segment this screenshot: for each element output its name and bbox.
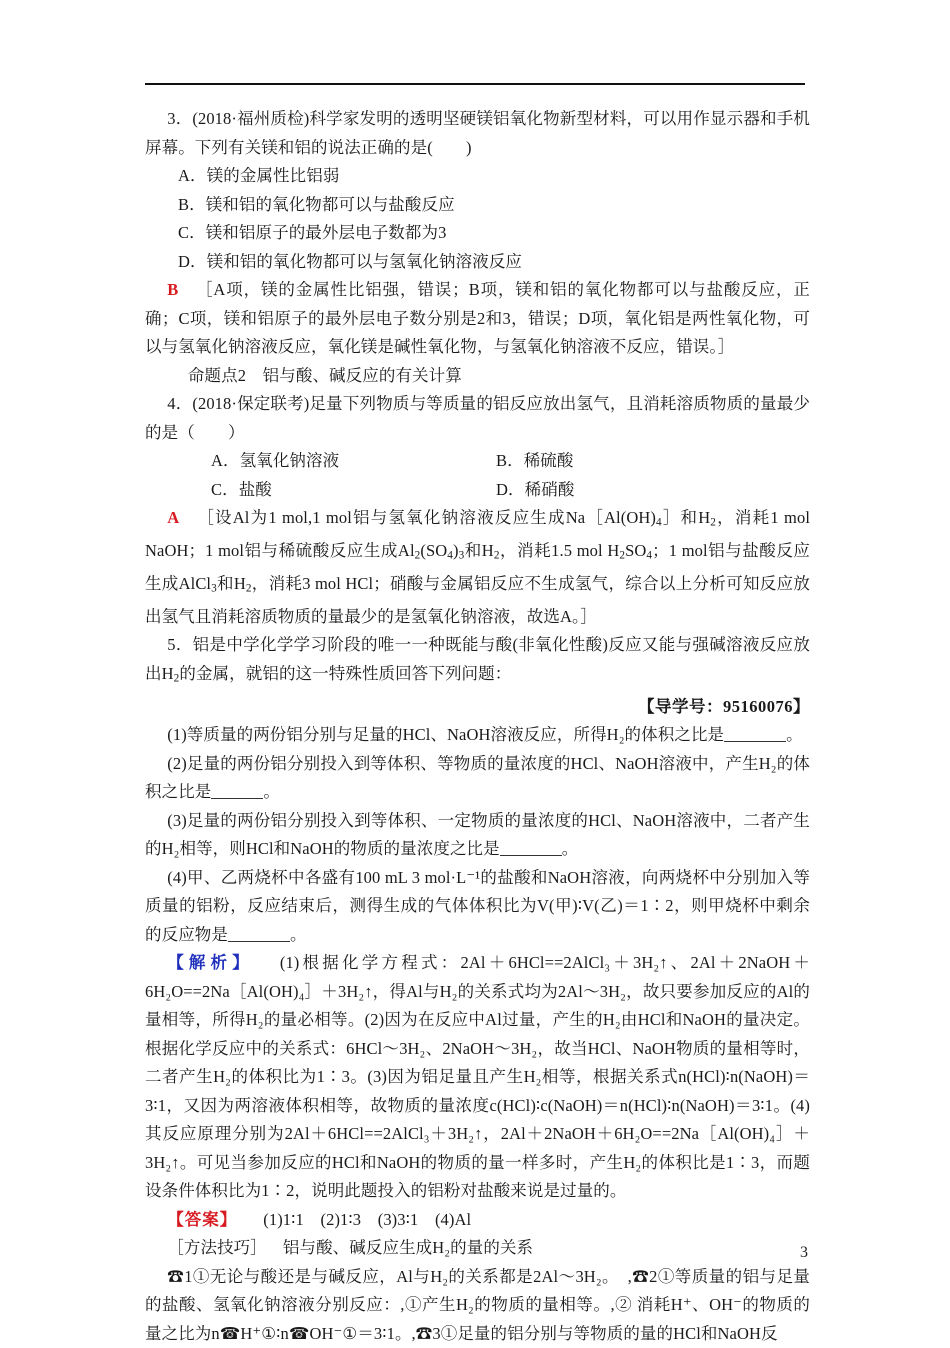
method-tip-body: ☎1①无论与酸还是与碱反应，Al与H₂的关系都是2Al～3H₂。 ,☎2①等质量的铝与足量的盐酸、氢氧化钠溶液分别反应：,①产生H₂的物质的量相等。,② 消耗H⁺、OH⁻的物质的量之比为n☎H⁺①∶n☎OH⁻①＝3∶1。,☎3①足量的铝分别与等物质的量的HCl和NaOH反 (145, 1266, 810, 1343)
question-4-explanation-p1b: ］和H (661, 508, 711, 527)
question-3-answer-letter: B (167, 280, 180, 299)
answer-blank-1[interactable] (724, 741, 786, 742)
question-5-sub-1-text: (1)等质量的两份铝分别与足量的HCl、NaOH溶液反应，所得H₂的体积之比是 (167, 725, 725, 745)
formula-sub-h2so4: 2 (619, 549, 626, 562)
question-4-option-row-1 (145, 447, 810, 476)
question-4-option-b: B．稀硫酸 (496, 451, 574, 470)
answer-blank-4[interactable] (228, 941, 290, 942)
answer-label: 【答案】 (167, 1209, 238, 1229)
question-5-answer-block (145, 1206, 810, 1235)
formula-sub-3: 3 (458, 549, 465, 562)
page-content (145, 105, 810, 1348)
question-4-option-a: A．氢氧化钠溶液 (211, 451, 340, 470)
answer-text: (1)1∶1 (2)1∶3 (3)3∶1 (4)Al (263, 1209, 472, 1229)
question-3-stem: 3．(2018·福州质检)科学家发明的透明坚硬镁铝氧化物新型材料，可以用作显示器和手机屏幕。下列有关镁和铝的说法正确的是( ) (145, 109, 810, 157)
question-5-sub-3: (3)足量的两份铝分别投入到等体积、一定物质的量浓度的HCl、NaOH溶液中，二者产生的H₂相等，则HCl和NaOH的物质的量浓度之比是 。 (145, 810, 810, 859)
formula-sub-h2c: 2 (245, 582, 252, 595)
question-4-option-d: D．稀硝酸 (496, 479, 575, 499)
question-4-stem: 4．(2018·保定联考)足量下列物质与等质量的铝反应放出氢气，且消耗溶质物质的量最少的是（ ） (145, 394, 810, 442)
question-5-sub-3-text: (3)足量的两份铝分别投入到等体积、一定物质的量浓度的HCl、NaOH溶液中，二者产生的H₂相等，则HCl和NaOH的物质的量浓度之比是 (145, 810, 810, 859)
question-5-analysis-block (145, 949, 810, 1206)
method-tip-title: 铝与酸、碱反应生成H₂的量的关系 (282, 1238, 534, 1258)
formula-sub-o4b: 4 (646, 549, 653, 562)
analysis-label: 【解析】 (167, 953, 254, 973)
question-3-option-d: D．镁和铝的氧化物都可以与氢氧化钠溶液反应 (178, 251, 523, 271)
question-5-stem-b: 的金属，就铝的这一特殊性质回答下列问题： (179, 663, 512, 683)
question-5-sub-4: (4)甲、乙两烧杯中各盛有100 mL 3 mol·L⁻¹的盐酸和NaOH溶液，向两烧杯中分别加入等质量的铝粉，反应结束后，测得生成的气体体积比为V(甲)∶V(乙)＝1∶2，则甲烧杯中剩余的反应物是 。 (145, 867, 810, 944)
header-rule (145, 83, 805, 85)
question-4-explanation-p1c: ，消耗1 mol NaOH；1 mol铝与稀硫酸反应生成Al (145, 508, 810, 560)
question-4-answer-letter: A (167, 508, 181, 527)
question-4-explanation-p1f: 和H (464, 540, 494, 560)
question-4-explanation-p1k: ，消耗3 mol HCl；硝酸与金属铝反应不生成氢气，综合以上分析可知反应放出氢气且消耗溶质物质的量最少的是氢氧化钠溶液，故选A。］ (145, 573, 810, 626)
analysis-text: (1)根据化学方程式：2Al＋6HCl==2AlCl₃＋3H₂↑、2Al＋2NaOH＋6H₂O==2Na［Al(OH)₄］＋3H₂↑，得Al与H₂的关系式均为2Al～3H₂，故只要参加反应的Al的量相等，所得H₂的量必相等。(2)因为在反应中Al过量，产生的H₂由HCl和NaOH的量决定。根据化学反应中的关系式：6HCl～3H₂、2NaOH～3H₂，故当HCl、NaOH物质的量相等时，二者产生H₂的体积比为1∶3。(3)因为铝足量且产生H₂相等，根据关系式n(HCl)∶n(NaOH)＝3∶1，又因为两溶液体积相等，故物质的量浓度c(HCl)∶c(NaOH)＝n(HCl)∶n(NaOH)＝3∶1。(4)其反应原理分别为2Al＋6HCl==2AlCl₃＋3H₂↑，2Al＋2NaOH＋6H₂O==2Na［Al(OH)₄］＋3H₂↑。可见当参加反应的HCl和NaOH的物质的量一样多时，产生H₂的体积比是1∶3，而题设条件体积比为1∶2，说明此题投入的铝粉对盐酸来说是过量的。 (145, 953, 810, 1201)
question-3-option-a: A．镁的金属性比铝弱 (178, 166, 340, 185)
question-3-explanation: ［A项，镁的金属性比铝强，错误；B项，镁和铝的氧化物都可以与盐酸反应，正确；C项，镁和铝原子的最外层电子数分别是2和3，错误；D项，氧化铝是两性氧化物，可以与氢氧化钠溶液反应，氧化镁是碱性氧化物，与氢氧化钠溶液不反应，错误。］ (145, 280, 810, 356)
question-4-explanation-p1d: (SO (420, 540, 448, 560)
page-number: 3 (800, 1244, 808, 1261)
formula-sub-al2: 2 (414, 549, 421, 562)
question-4-explanation-p1g: ，消耗1.5 mol H (499, 540, 620, 560)
formula-sub-h2b: 2 (493, 549, 500, 562)
question-5-stem-a: 5．铝是中学化学学习阶段的唯一一种既能与酸(非氧化性酸)反应又能与强碱溶液反应放出H (145, 635, 810, 683)
answer-blank-3[interactable] (500, 855, 562, 856)
formula-sub-alcl3: 3 (211, 582, 217, 595)
question-5-sub-2: (2)足量的两份铝分别投入到等体积、等物质的量浓度的HCl、NaOH溶液中，产生H₂的体积之比是 。 (145, 753, 810, 802)
question-3-option-c: C．镁和铝原子的最外层电子数都为3 (178, 223, 447, 242)
question-5-sub-2-text: (2)足量的两份铝分别投入到等体积、等物质的量浓度的HCl、NaOH溶液中，产生H₂的体积之比是 (145, 753, 810, 802)
question-4-option-c: C．盐酸 (211, 479, 272, 499)
answer-blank-2[interactable] (211, 798, 263, 799)
question-4-option-row-2 (145, 476, 810, 505)
section-heading: 命题点2 铝与酸、碱反应的有关计算 (187, 365, 462, 385)
formula-sub-h2: 2 (710, 516, 717, 529)
formula-sub-h2-stem: 2 (173, 672, 180, 685)
method-tip-heading (145, 1234, 810, 1263)
question-4-explanation-p1j: 和H (216, 573, 246, 593)
question-5-stem (145, 631, 810, 692)
daoxue-number: 【导学号：95160076】 (638, 696, 810, 716)
question-4-explanation-p1e: ) (452, 540, 459, 560)
question-4-explanation-p1i: ；1 mol铝与盐酸反应生成AlCl (145, 540, 810, 593)
question-5-sub-4-text: (4)甲、乙两烧杯中各盛有100 mL 3 mol·L⁻¹的盐酸和NaOH溶液，向两烧杯中分别加入等质量的铝粉，反应结束后，测得生成的气体体积比为V(甲)∶V(乙)＝1∶2，则甲烧杯中剩余的反应物是 (145, 867, 810, 944)
formula-sub-o4: 4 (447, 549, 453, 562)
formula-sub-4: 4 (655, 516, 662, 529)
question-3-answer-block (145, 276, 810, 362)
question-4-explanation-p1h: SO (625, 540, 647, 560)
question-4-answer-block (145, 504, 810, 631)
question-3-option-b: B．镁和铝的氧化物都可以与盐酸反应 (178, 194, 455, 214)
question-4-explanation-p1: ［设Al为1 mol,1 mol铝与氢氧化钠溶液反应生成Na［Al(OH) (196, 508, 656, 527)
question-5-sub-1: (1)等质量的两份铝分别与足量的HCl、NaOH溶液反应，所得H₂的体积之比是 。 (167, 725, 803, 745)
method-tip-label: ［方法技巧］ (167, 1238, 267, 1258)
